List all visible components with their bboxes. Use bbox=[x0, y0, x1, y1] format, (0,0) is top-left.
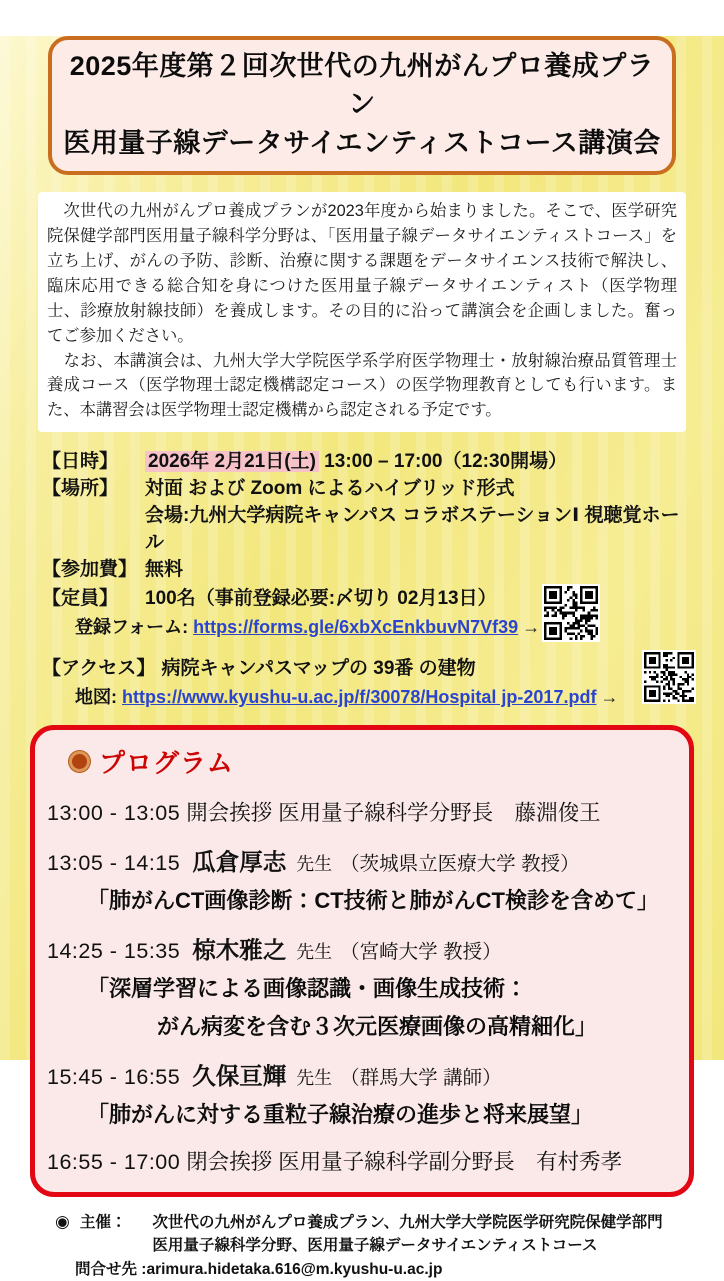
program-time: 14:25 - 15:35 bbox=[47, 939, 181, 964]
talk-title: 「肺がんCT画像診断：CT技術と肺がんCT検診を含めて」 bbox=[87, 888, 659, 914]
map-qr-code bbox=[642, 650, 696, 704]
program-time: 13:05 - 14:15 bbox=[47, 851, 181, 876]
program-line bbox=[47, 843, 675, 877]
talk-title-line2: がん病変を含む３次元医療画像の高精細化」 bbox=[157, 1014, 598, 1040]
datetime-value bbox=[145, 449, 567, 476]
speaker-honorific: 先生 bbox=[296, 942, 333, 963]
speaker-name: 椋木雅之 bbox=[192, 937, 287, 964]
capacity-value: 100名（事前登録必要:〆切り 02月13日） bbox=[145, 588, 497, 610]
datetime-highlight: 2026年 2月21日(土) bbox=[145, 451, 319, 472]
map-label: 地図: bbox=[75, 686, 117, 707]
program-time: 15:45 - 16:55 bbox=[47, 1065, 181, 1090]
speaker-name: 瓜倉厚志 bbox=[192, 849, 287, 876]
fee-value: 無料 bbox=[145, 559, 184, 581]
flyer-title-line1: 2025年度第２回次世代の九州がんプロ養成プラン bbox=[69, 51, 655, 120]
program-line bbox=[47, 796, 675, 827]
access-value: 病院キャンパスマップの 39番 の建物 bbox=[161, 657, 476, 679]
footer bbox=[55, 1211, 724, 1281]
organizer-line1: 次世代の九州がんプロ養成プラン、九州大学大学院医学研究院保健学部門 bbox=[152, 1214, 663, 1232]
program-item-opening bbox=[47, 796, 675, 827]
program-text: 閉会挨拶 医用量子線科学副分野長 有村秀孝 bbox=[186, 1150, 623, 1175]
program-time: 16:55 - 17:00 bbox=[47, 1150, 181, 1175]
capacity-label: 【定員】 bbox=[42, 588, 119, 610]
speaker-honorific: 先生 bbox=[296, 1068, 333, 1089]
access-label: 【アクセス】 bbox=[42, 657, 156, 679]
venue-line: 会場:九州大学病院キャンパス コラボステーションⅠ 視聴覚ホール bbox=[145, 505, 680, 554]
bullet-icon: ◉ bbox=[55, 1212, 70, 1232]
program-text: 開会挨拶 医用量子線科学分野長 藤淵俊王 bbox=[186, 801, 601, 826]
organizer-line2: 医用量子線科学分野、医用量子線データサイエンティストコース bbox=[152, 1237, 598, 1255]
program-line bbox=[47, 1145, 675, 1176]
program-item-closing bbox=[47, 1145, 675, 1176]
registration-link[interactable]: https://forms.gle/6xbXcEnkbuvN7Vf39 bbox=[193, 617, 519, 638]
fee-label: 【参加費】 bbox=[42, 559, 138, 581]
place-value: 対面 および Zoom によるハイブリッド形式 bbox=[145, 478, 515, 500]
registration-qr-code bbox=[542, 584, 600, 642]
place-row bbox=[42, 476, 682, 503]
place-label: 【場所】 bbox=[42, 478, 119, 500]
program-line bbox=[47, 1057, 675, 1091]
capacity-registration-block bbox=[42, 586, 682, 641]
talk-title-line1: 「深層学習による画像認識・画像生成技術： bbox=[87, 976, 528, 1002]
program-item-talk1 bbox=[47, 843, 675, 915]
contact-line: 問合せ先 :arimura.hidetaka.616@m.kyushu-u.ac.jp bbox=[75, 1260, 443, 1278]
program-heading-text: プログラム bbox=[99, 748, 234, 779]
flyer-page bbox=[0, 36, 724, 1278]
program-line bbox=[47, 931, 675, 965]
speaker-name: 久保亘輝 bbox=[192, 1063, 287, 1090]
speaker-affiliation: （茨城県立医療大学 教授） bbox=[340, 853, 580, 876]
speaker-honorific: 先生 bbox=[296, 854, 333, 875]
program-item-talk2 bbox=[47, 931, 675, 1041]
registration-arrow-icon: → bbox=[522, 617, 541, 638]
bullseye-icon bbox=[69, 751, 90, 772]
intro-paragraph-2: なお、本講演会は、九州大学大学院医学系学府医学物理士・放射線治療品質管理士養成コース（医学物理士認定機構認定コース）の医学物理教育としても行います。また、本講習会は医学物理士認定機構から認定される予定です。 bbox=[47, 351, 677, 420]
intro-box bbox=[38, 192, 686, 432]
intro-paragraph-1: 次世代の九州がんプロ養成プランが2023年度から始まりました。そこで、医学研究院保健学部門医用量子線科学分野は、「医用量子線データサイエンティストコース」を立ち上げ、がんの予防、診断、治療に関する課題をデータサイエンス技術で解決し、臨床応用できる総合知を身につけた医用量子線データサイエンティスト（医学物理士、診療放射線技師）を養成します。その目的に沿って講演会を企画しました。奮ってご参加ください。 bbox=[47, 201, 677, 345]
event-details bbox=[42, 449, 682, 710]
organizer-row bbox=[55, 1211, 724, 1258]
organizer-label: 主催： bbox=[79, 1214, 127, 1232]
access-row bbox=[42, 656, 682, 683]
map-arrow-icon: → bbox=[600, 686, 619, 707]
program-box bbox=[30, 725, 694, 1197]
datetime-label: 【日時】 bbox=[42, 451, 119, 473]
speaker-affiliation: （宮崎大学 教授） bbox=[340, 941, 502, 964]
organizer-text bbox=[152, 1211, 662, 1258]
program-item-talk3 bbox=[47, 1057, 675, 1129]
program-heading bbox=[69, 743, 675, 780]
speaker-affiliation: （群馬大学 講師） bbox=[340, 1067, 502, 1090]
map-link[interactable]: https://www.kyushu-u.ac.jp/f/30078/Hospital jp-2017.pdf bbox=[122, 686, 597, 707]
flyer-title-line2: 医用量子線データサイエンティストコース講演会 bbox=[63, 127, 661, 158]
datetime-rest: 13:00 – 17:00（12:30開場） bbox=[318, 451, 568, 473]
fee-row bbox=[42, 557, 682, 584]
map-line bbox=[75, 685, 682, 711]
access-block bbox=[42, 656, 682, 711]
flyer-title-box bbox=[48, 36, 676, 175]
talk-title: 「肺がんに対する重粒子線治療の進歩と将来展望」 bbox=[87, 1102, 594, 1128]
datetime-row bbox=[42, 449, 682, 476]
program-time: 13:00 - 13:05 bbox=[47, 801, 181, 826]
registration-label: 登録フォーム: bbox=[75, 617, 189, 638]
